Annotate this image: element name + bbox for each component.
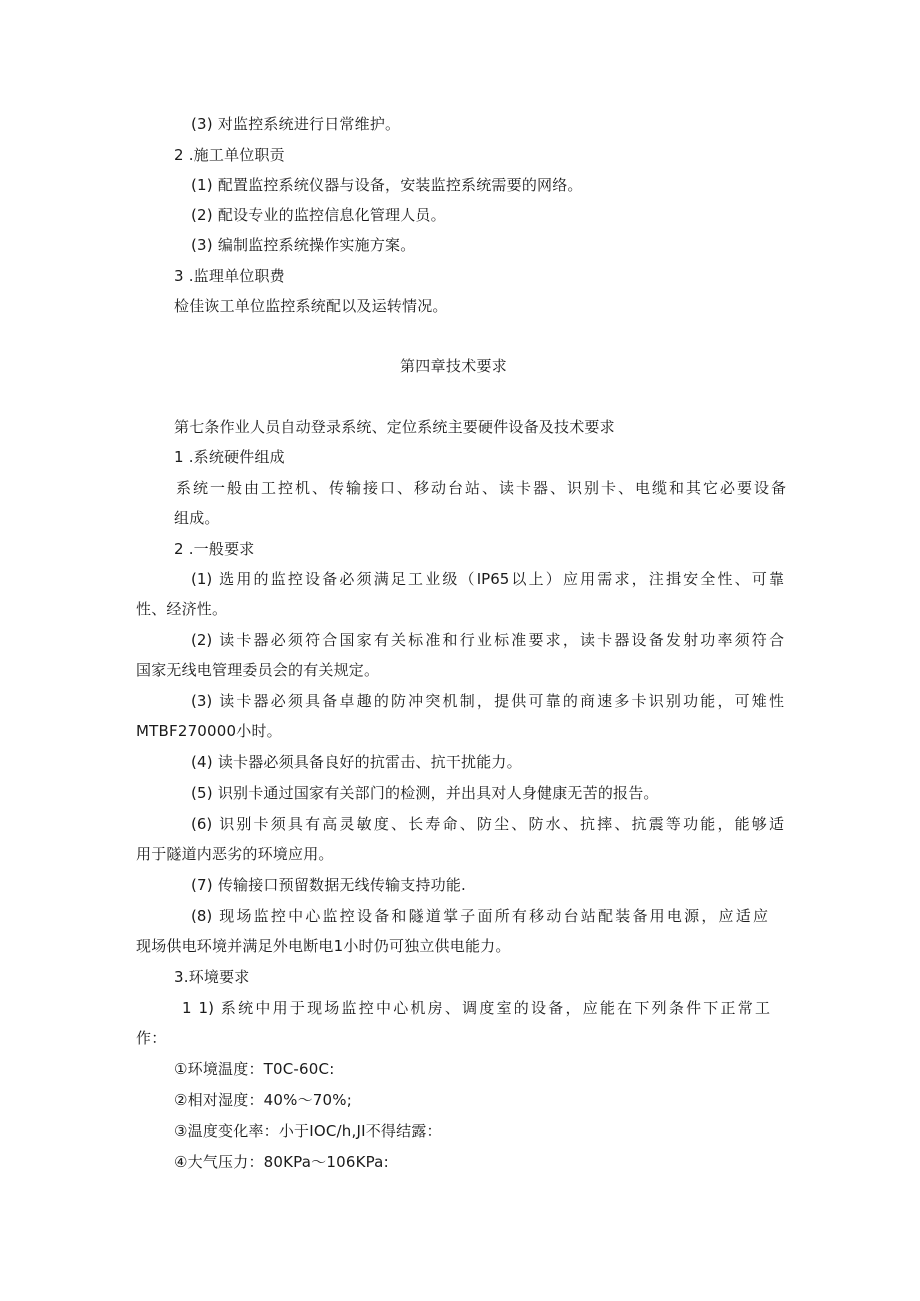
environment-requirements-heading: 3.环境要求 [174,968,250,986]
condition-temperature-change-rate: ③温度变化率：小于IOC/h,JI不得结露： [174,1122,442,1140]
supervision-duty-text: 检佳诙工单位监控系统配以及运转情况。 [174,297,448,315]
requirement-2-line1: (2) 读卡器必须符合国家有关标准和行业标准要求，读卡器设备发射功率须符合 [191,631,784,649]
requirement-2-line2: 国家无线电管理委员会的有关规定。 [136,661,380,679]
section-heading-construction-duties: 2 .施工单位职贡 [174,146,285,164]
requirement-5: (5) 识别卡通过国家有关部门的检测，并出具对人身健康无苦的报告。 [191,784,659,802]
requirement-8-line1: (8) 现场监控中心监控设备和隧道掌子面所有移动台站配装备用电源，应适应 [191,907,768,925]
requirement-6-line1: (6) 识别卡须具有高灵敏度、长寿命、防尘、防水、抗摔、抗震等功能，能够适 [191,815,784,833]
requirement-6-line2: 用于隧道内恶劣的环境应用。 [136,845,334,863]
hardware-composition-text-line1: 系统一般由工控机、传输接口、移动台站、读卡器、识别卡、电缆和其它必要设备 [176,479,786,497]
requirement-1-line2: 性、经济性。 [136,600,228,618]
construction-duty-1: (1) 配置监控系统仪器与设备，安装监控系统需要的网络。 [191,176,583,194]
requirement-3-line1: (3) 读卡器必须具备卓趣的防冲突机制，提供可靠的商速多卡识别功能，可雉性 [191,692,784,710]
article-7-title: 第七条作业人员自动登录系统、定位系统主要硬件设备及技术要求 [174,418,615,436]
condition-humidity: ②相对湿度：40%〜70%; [174,1091,352,1109]
general-requirements-heading: 2 .一般要求 [174,540,255,558]
requirement-4: (4) 读卡器必须具备良好的抗雷击、抗干扰能力。 [191,753,522,771]
duty-item-3: (3) 对监控系统进行日常维护。 [191,115,401,133]
hardware-composition-text-line2: 组成。 [174,509,220,527]
requirement-3-line2: MTBF270000小时。 [136,722,282,740]
hardware-composition-heading: 1 .系统硬件组成 [174,448,285,466]
environment-condition-intro-line1: 1 1) 系统中用于现场监控中心机房、调度室的设备，应能在下列条件下正常工 [182,999,770,1017]
condition-temperature: ①环境温度：T0C-60C: [174,1060,335,1078]
chapter-title: 第四章技术要求 [400,357,508,375]
section-heading-supervision-duties: 3 .监理单位职费 [174,267,285,285]
requirement-1-line1: (1) 选用的监控设备必须满足工业级（IP65以上）应用需求，注揖安全性、可靠 [191,570,784,588]
construction-duty-3: (3) 编制监控系统操作实施方案。 [191,236,416,254]
requirement-8-line2: 现场供电环境并满足外电断电1小时仍可独立供电能力。 [136,937,511,955]
environment-condition-intro-line2: 作： [136,1029,167,1047]
requirement-7: (7) 传输接口预留数据无线传输支持功能. [191,876,466,894]
construction-duty-2: (2) 配设专业的监控信息化管理人员。 [191,206,446,224]
condition-atmospheric-pressure: ④大气压力：80KPa〜106KPa: [174,1153,389,1171]
